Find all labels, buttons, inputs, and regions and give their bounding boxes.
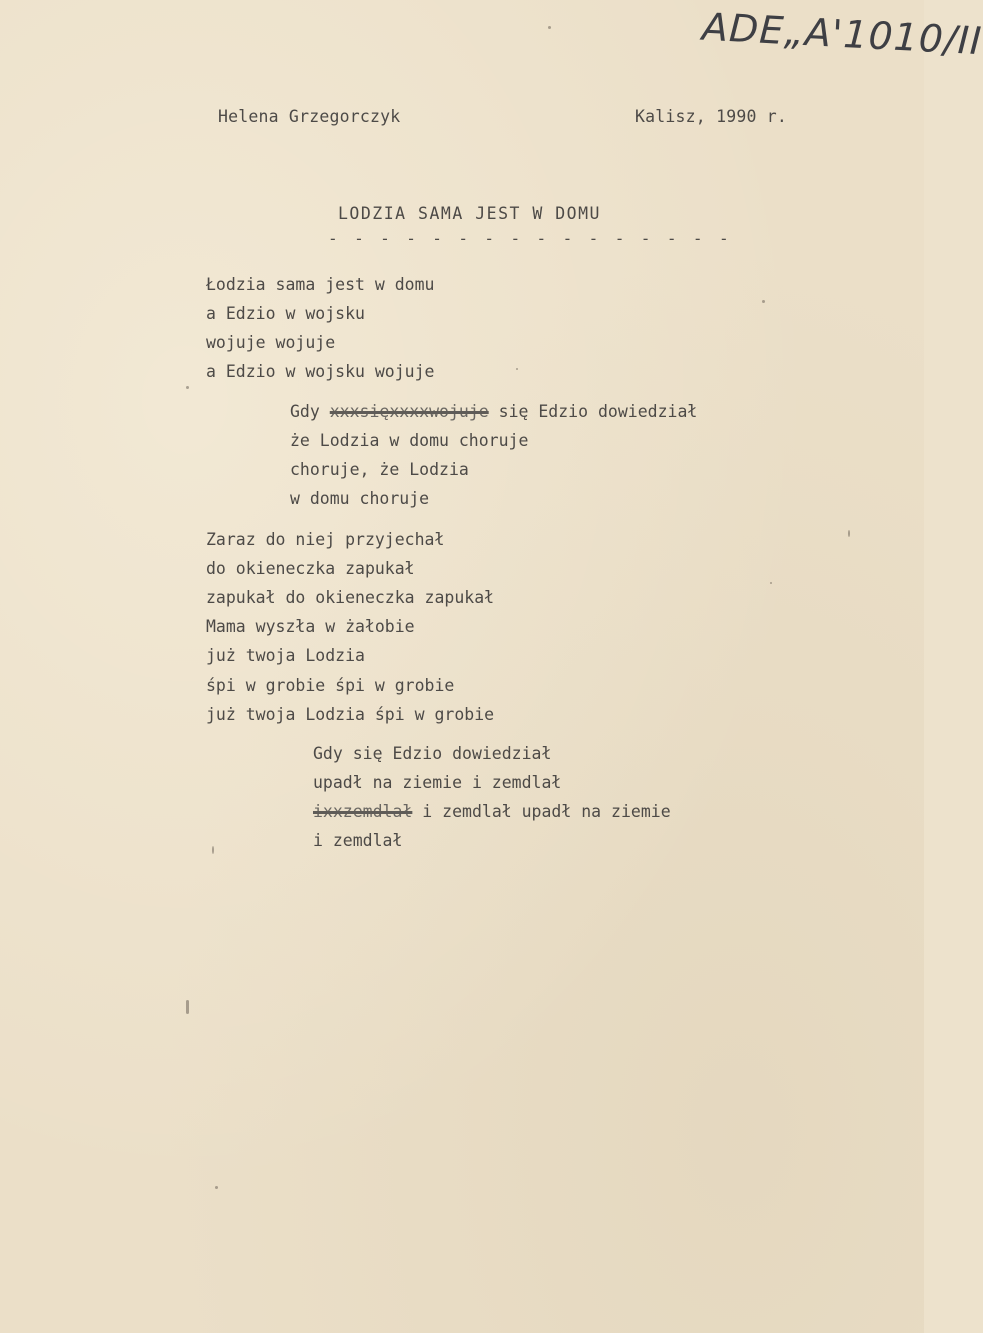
paper-speck <box>848 530 850 537</box>
paper-speck <box>215 1186 218 1189</box>
stanza-3-line-7: już twoja Lodzia śpi w grobie <box>206 705 495 724</box>
stanza-2-line-1-end: się Edzio dowiedział <box>498 402 698 421</box>
poem-title: LODZIA SAMA JEST W DOMU <box>338 204 601 223</box>
stanza-2-line-1 <box>290 402 697 421</box>
stanza-1-line-4: a Edzio w wojsku wojuje <box>206 362 435 381</box>
paper-speck <box>186 386 189 389</box>
stanza-3-line-5: już twoja Lodzia <box>206 646 365 665</box>
stanza-3-line-1: Zaraz do niej przyjechał <box>206 530 445 549</box>
paper-speck <box>212 846 214 854</box>
place-date: Kalisz, 1990 r. <box>635 107 788 126</box>
stanza-2-line-2: że Lodzia w domu choruje <box>290 431 529 450</box>
stanza-1-line-2: a Edzio w wojsku <box>206 304 365 323</box>
stanza-1-line-1: Łodzia sama jest w domu <box>206 275 435 294</box>
stanza-2-line-4: w domu choruje <box>290 489 430 508</box>
stanza-4-line-1: Gdy się Edzio dowiedział <box>313 744 552 763</box>
title-underline: - - - - - - - - - - - - - - - - <box>328 229 733 248</box>
paper-speck <box>548 26 551 29</box>
archive-signature: ADE„A'1010/II <box>701 4 983 64</box>
stanza-2-line-3: choruje, że Lodzia <box>290 460 469 479</box>
stanza-4-line-2: upadł na ziemie i zemdlał <box>313 773 562 792</box>
stanza-4-line-3-end: i zemdlał upadł na ziemie <box>422 802 671 821</box>
paper-speck <box>186 1000 189 1014</box>
stanza-4-line-3 <box>313 802 671 821</box>
stanza-3-line-3: zapukał do okieneczka zapukał <box>206 588 495 607</box>
struck-out-text: xxxsięxxxxwojuje <box>329 402 489 421</box>
stanza-2-line-1-start: Gdy <box>290 402 320 421</box>
stanza-3-line-6: śpi w grobie śpi w grobie <box>206 676 455 695</box>
author-name: Helena Grzegorczyk <box>218 107 401 126</box>
stanza-4-line-4: i zemdlał <box>313 831 403 850</box>
struck-out-text: ixxzemdlał <box>313 802 413 821</box>
paper-speck <box>770 582 772 584</box>
paper-speck <box>762 300 765 303</box>
stanza-3-line-2: do okieneczka zapukał <box>206 559 415 578</box>
stanza-1-line-3: wojuje wojuje <box>206 333 336 352</box>
paper-speck <box>516 368 518 370</box>
stanza-3-line-4: Mama wyszła w żałobie <box>206 617 415 636</box>
